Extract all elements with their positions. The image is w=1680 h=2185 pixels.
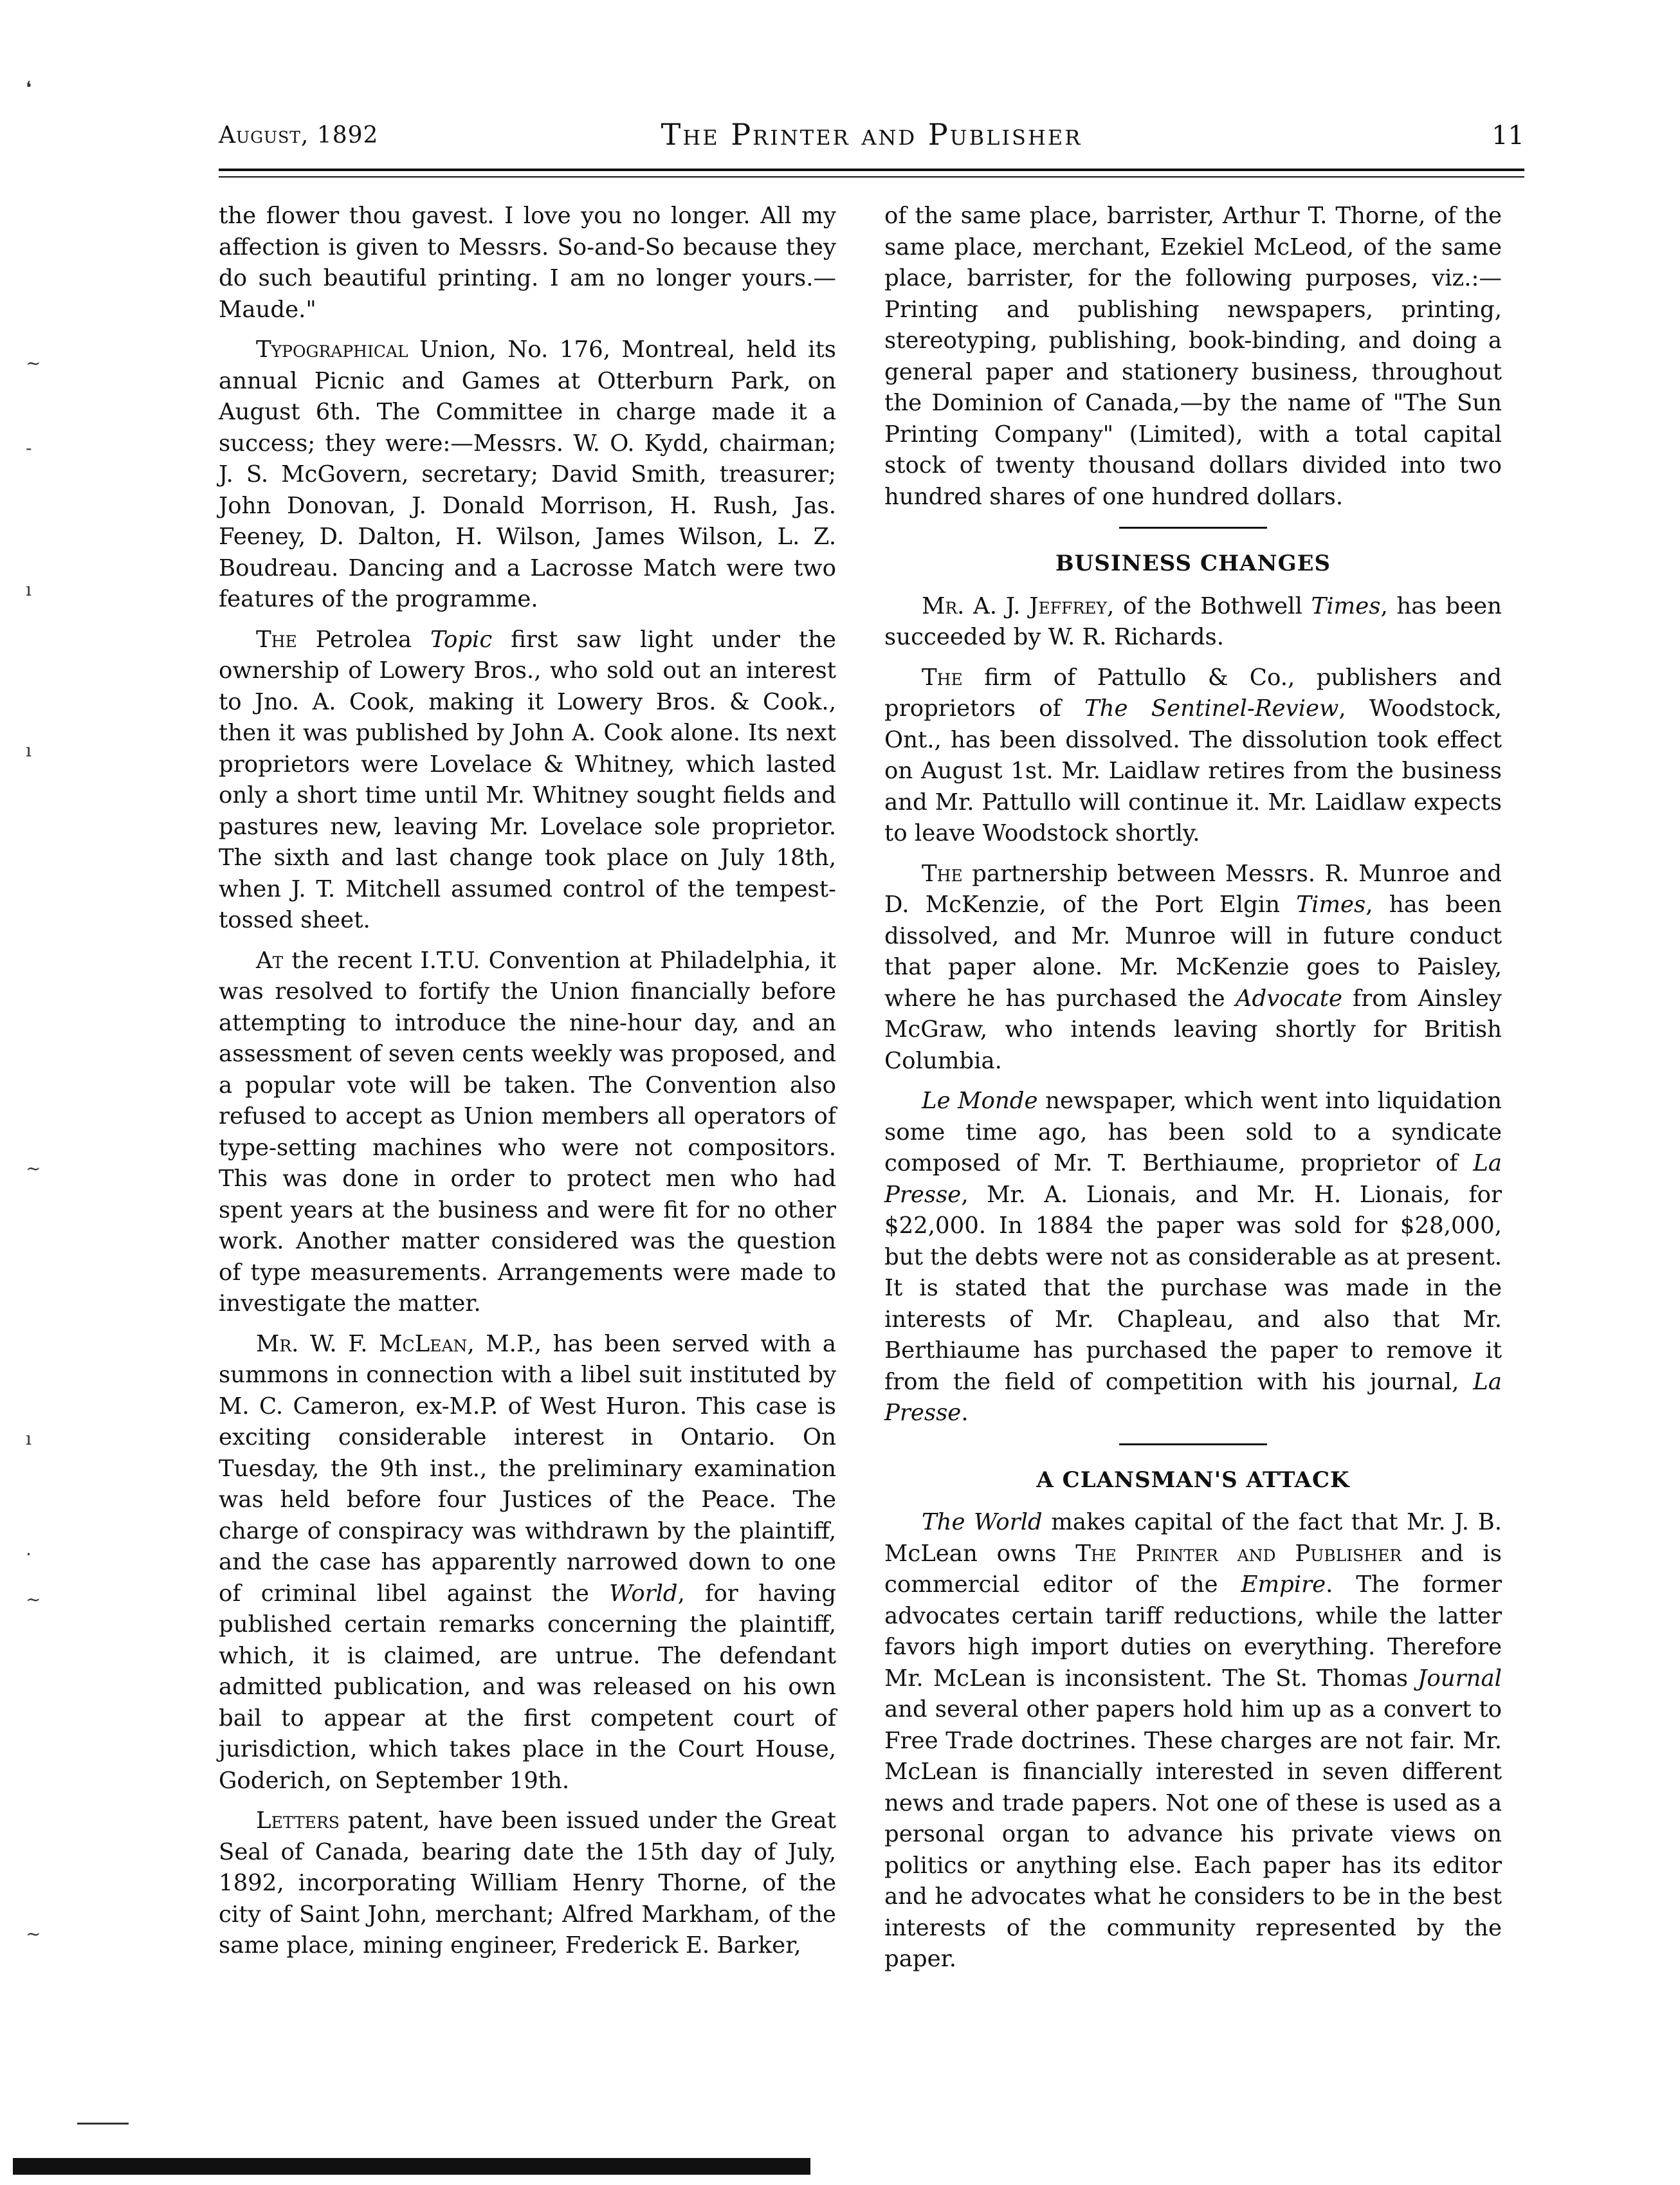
article-paragraph: The World makes capital of the fact that Mr. J. B. McLean owns The Printer and Publisher and is commercial editor of the Empire. The former advocates certain tariff reductions, while the latter favors high import duties on everything. Therefore Mr. McLean is inconsistent. The St. Thomas Journal and several other papers hold him up as a convert to Free Trade doctrines. These charges are not fair. Mr. McLean is financially interested in seven different news and trade papers. Not one of these is used as a personal organ to advance his private views on politics or anything else. Each paper has its editor and he advocates what he considers to be in the best interests of the community represented by the paper.: [884, 1509, 1502, 1972]
lead-word: Mr. A. J. Jeffrey: [922, 592, 1108, 619]
left-column: [219, 201, 836, 1971]
article-paragraph: Le Monde newspaper, which went into liquidation some time ago, has been sold to a syndicate composed of Mr. T. Berthiaume, proprietor of La Presse, Mr. A. Lionais, and Mr. H. Lionais, for $22,000. In 1884 the paper was sold for $28,000, but the debts were not as considerable as at present. It is stated that the purchase was made in the interests of Mr. Chapleau, and also that Mr. Berthiaume has purchased the paper to remove it from the field of competition with his journal, La Presse.: [884, 1088, 1502, 1426]
scan-mark: ~: [26, 1589, 41, 1610]
newspaper-name: La Presse: [884, 1368, 1502, 1426]
page-header: [219, 117, 1524, 156]
article-paragraph: Mr. W. F. McLean, M.P., has been served with a summons in connection with a libel suit instituted by M. C. Cameron, ex-M.P. of West Huron. This case is exciting considerable interest in Ontario. On Tuesday, the 9th inst., the preliminary examination was held before four Justices of the Peace. The charge of conspiracy was withdrawn by the plaintiff, and the case has apparently narrowed down to one of criminal libel against the World, for having published certain remarks concerning the plaintiff, which, it is claimed, are untrue. The defendant admitted publication, and was released on his own bail to appear at the first competent court of jurisdiction, which takes place in the Court House, Goderich, on September 19th.: [219, 1330, 836, 1794]
article-paragraph: the flower thou gavest. I love you no longer. All my affection is given to Messrs. So-and-So because they do such beautiful printing. I am no longer yours.—Maude.": [219, 203, 836, 323]
article-paragraph: The firm of Pattullo & Co., publishers and proprietors of The Sentinel-Review, Woodstock, Ont., has been dissolved. The dissolution took effect on August 1st. Mr. Laidlaw retires from the business and Mr. Pattullo will continue it. Mr. Laidlaw expects to leave Woodstock shortly.: [884, 664, 1502, 846]
issue-date: August, 1892: [219, 122, 379, 149]
lead-word: The: [922, 664, 963, 691]
scan-mark: ~: [26, 1158, 41, 1179]
newspaper-name: Times: [1296, 891, 1366, 918]
article-paragraph: Letters patent, have been issued under the Great Seal of Canada, bearing date the 15th day of July, 1892, incorporating William Henry Thorne, of the city of Saint John, merchant; Alfred Markham, of the same place, mining engineer, Frederick E. Barker,: [219, 1807, 836, 1959]
newspaper-name: Journal: [1418, 1665, 1502, 1692]
newspaper-name: The World: [922, 1509, 1043, 1535]
page-number: 11: [1492, 121, 1524, 151]
article-paragraph: Mr. A. J. Jeffrey, of the Bothwell Times, has been succeeded by W. R. Richards.: [884, 592, 1502, 650]
article-paragraph: Typographical Union, No. 176, Montreal, held its annual Picnic and Games at Otterburn Park, on August 6th. The Committee in charge made it a success; they were:—Messrs. W. O. Kydd, chairman; J. S. McGovern, secretary; David Smith, treasurer; John Donovan, J. Donald Morrison, H. Rush, Jas. Feeney, D. Dalton, H. Wilson, James Wilson, L. Z. Boudreau. Dancing and a Lacrosse Match were two features of the programme.: [219, 336, 836, 612]
newspaper-name: Le Monde: [922, 1088, 1038, 1114]
newspaper-name: Empire: [1241, 1571, 1326, 1598]
publication-name: The Printer and Publisher: [1075, 1540, 1402, 1567]
lead-word: Letters: [256, 1807, 340, 1834]
lead-word: Mr. W. F. McLean: [256, 1330, 468, 1357]
newspaper-name: World: [609, 1580, 678, 1607]
scan-mark: -: [26, 437, 32, 459]
newspaper-name: The Sentinel-Review: [1084, 695, 1339, 722]
publication-title: The Printer and Publisher: [661, 117, 1082, 152]
scan-mark: ·: [26, 1544, 32, 1565]
lead-word: The: [922, 860, 963, 887]
scan-mark: ı: [26, 579, 32, 600]
newspaper-name: La Presse: [884, 1150, 1502, 1208]
section-heading: A CLANSMAN'S ATTACK: [1036, 1467, 1350, 1493]
section-separator: [1119, 1443, 1267, 1445]
scan-mark: [77, 2123, 129, 2125]
article-paragraph: The partnership between Messrs. R. Munroe and D. McKenzie, of the Port Elgin Times, has been dissolved, and Mr. Munroe will in future conduct that paper alone. Mr. McKenzie goes to Paisley, where he has purchased the Advocate from Ainsley McGraw, who intends leaving shortly for British Columbia.: [884, 860, 1502, 1074]
newspaper-name: Topic: [430, 626, 493, 653]
scan-bottom-bar: [13, 2158, 810, 2175]
header-rule-thin: [219, 176, 1524, 178]
section-heading: BUSINESS CHANGES: [1055, 551, 1331, 576]
scan-mark: ❛: [26, 77, 32, 98]
article-paragraph: of the same place, barrister, Arthur T. Thorne, of the same place, merchant, Ezekiel McLeod, of the same place, barrister, for the following purposes, viz.:—Printing and publishing newspapers, printing, stereotyping, publishing, book-binding, and doing a general paper and stationery business, throughout the Dominion of Canada,—by the name of "The Sun Printing Company" (Limited), with a total capital stock of twenty thousand dollars divided into two hundred shares of one hundred dollars.: [884, 203, 1502, 510]
scan-mark: ~: [26, 1923, 41, 1944]
scan-mark: ı: [26, 740, 32, 761]
article-paragraph: The Petrolea Topic first saw light under the ownership of Lowery Bros., who sold out an interest to Jno. A. Cook, making it Lowery Bros. & Cook., then it was published by John A. Cook alone. Its next proprietors were Lovelace & Whitney, which lasted only a short time until Mr. Whitney sought fields and pastures new, leaving Mr. Lovelace sole proprietor. The sixth and last change took place on July 18th, when J. T. Mitchell assumed control of the tempest-tossed sheet.: [219, 626, 836, 933]
lead-word: At: [256, 947, 284, 974]
scan-mark: ı: [26, 1428, 32, 1449]
section-separator: [1119, 527, 1267, 529]
header-rule-thick: [219, 169, 1524, 171]
right-column: [884, 201, 1502, 1984]
lead-word: The: [256, 626, 297, 653]
article-paragraph: At the recent I.T.U. Convention at Philadelphia, it was resolved to fortify the Union financially before attempting to introduce the nine-hour day, and an assessment of seven cents weekly was proposed, and a popular vote will be taken. The Convention also refused to accept as Union members all operators of type-setting machines who were not compositors. This was done in order to protect men who had spent years at the business and were fit for no other work. Another matter considered was the question of type measurements. Arrangements were made to investigate the matter.: [219, 947, 836, 1317]
newspaper-name: Times: [1311, 592, 1381, 619]
lead-word: Typographical: [256, 336, 408, 363]
newspaper-name: Advocate: [1235, 985, 1342, 1012]
scan-mark: ~: [26, 352, 41, 374]
